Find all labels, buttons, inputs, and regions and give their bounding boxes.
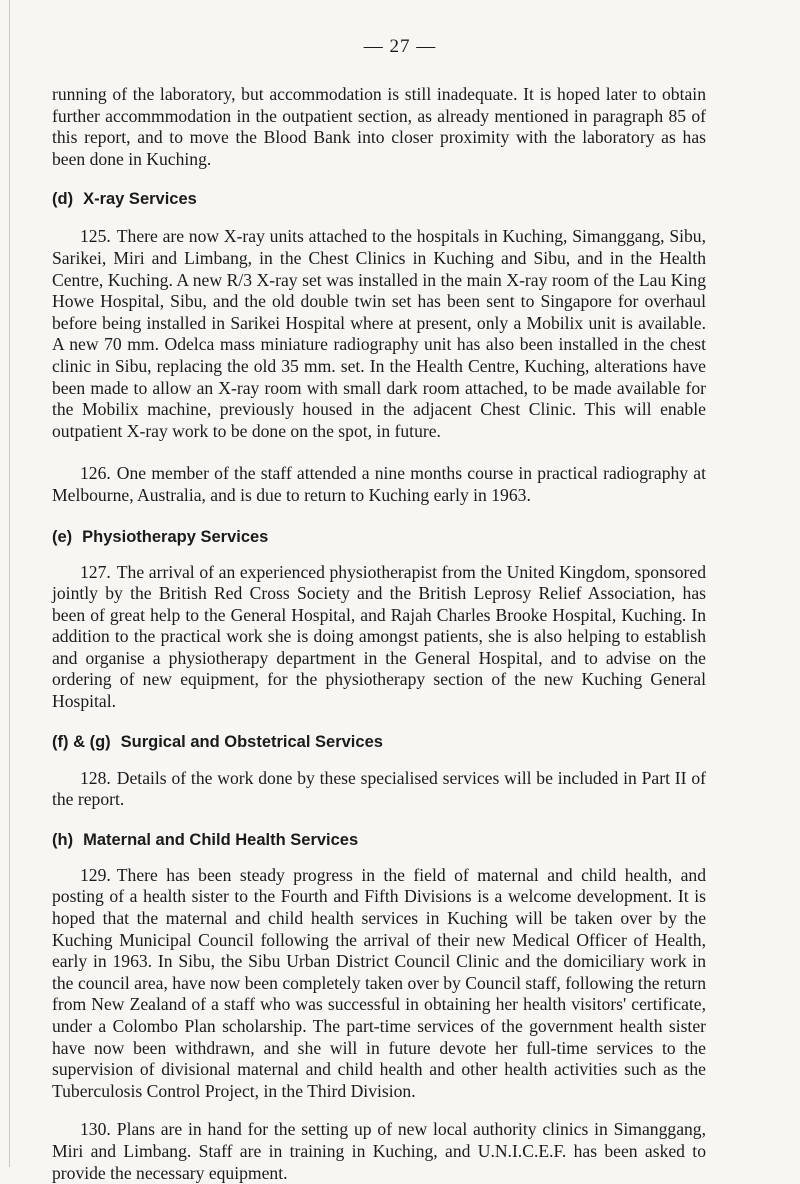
paragraph-continuation	[52, 84, 706, 170]
paragraph-text: Details of the work done by these specialised services will be included in Part II of the report.	[52, 767, 706, 810]
paragraph-number: 126.	[80, 463, 111, 484]
paragraph-128	[52, 768, 706, 811]
paragraph-number: 130.	[80, 1119, 111, 1140]
section-heading-surgical-obstetrical	[52, 733, 706, 752]
section-heading-physiotherapy	[52, 528, 706, 547]
page-content	[52, 66, 706, 1184]
paragraph-127	[52, 562, 706, 713]
paragraph-126	[52, 463, 706, 506]
scan-edge-line	[9, 0, 10, 1167]
paragraph-text: The arrival of an experienced physiotherapist from the United Kingdom, sponsored jointly by the British Red Cross Society and the British Leprosy Relief Association, has been of great help to the General Hospital, and Rajah Charles Brooke Hospital, Kuching. In addition to the practical work she is doing amongst patients, she is also helping to establish and organise a physiotherapy department in the General Hospital, and to advise on the ordering of new equipment, for the physiotherapy section of the new Kuching General Hospital.	[52, 561, 706, 712]
paragraph-text: There has been steady progress in the field of maternal and child health, and posting of a health sister to the Fourth and Fifth Divisions is a welcome development. It is hoped that the maternal and child health services in Kuching will be taken over by the Kuching Municipal Council following the arrival of their new Medical Officer of Health, early in 1963. In Sibu, the Sibu Urban District Council Clinic and the domiciliary work in the council area, have now been completely taken over by Council staff, following the return from New Zealand of a staff who was successful in obtaining her health visitors' certificate, under a Colombo Plan scholarship. The part-time services of the government health sister have now been withdrawn, and she will in future devote her full-time services to the supervision of divisional maternal and child health and other health activities such as the Tuberculosis Control Project, in the Third Division.	[52, 864, 706, 1101]
section-label: (e)	[52, 527, 73, 546]
section-heading-x-ray	[52, 190, 706, 209]
paragraph-125	[52, 226, 706, 442]
section-title: Physiotherapy Services	[82, 527, 269, 546]
section-title: Maternal and Child Health Services	[83, 830, 359, 849]
section-title: X-ray Services	[83, 190, 197, 209]
section-heading-maternal-child	[52, 831, 706, 850]
section-title: Surgical and Obstetrical Services	[120, 732, 383, 751]
paragraph-number: 128.	[80, 767, 111, 788]
paragraph-129	[52, 865, 706, 1103]
paragraph-text: One member of the staff attended a nine months course in practical radiography at Melbourne, Australia, and is due to return to Kuching early in 1963.	[52, 463, 706, 505]
section-label: (d)	[52, 190, 74, 209]
paragraph-text: There are now X-ray units attached to the hospitals in Kuching, Simanggang, Sibu, Sarikei, Miri and Limbang, in the Chest Clinics in Kuching and Sibu, and in the Health Centre, Kuching. A new R/3 X-ray set was installed in the main X-ray room of the Lau King Howe Hospital, Sibu, and the old double twin set has been sent to Singapore for overhaul before being installed in Sarikei Hospital where at present, only a Mobilix unit is available. A new 70 mm. Odelca mass miniature radiography unit has also been installed in the chest clinic in Sibu, replacing the old 35 mm. set. In the Health Centre, Kuching, alterations have been made to allow an X-ray room with small dark room attached, to be made available for the Mobilix machine, previously housed in the adjacent Chest Clinic. This will enable outpatient X-ray work to be done on the spot, in future.	[52, 226, 706, 441]
paragraph-text: Plans are in hand for the setting up of new local authority clinics in Simanggang, Miri and Limbang. Staff are in training in Kuching, and U.N.I.C.E.F. has been asked to provide the necessary equipment.	[52, 1119, 706, 1183]
paragraph-number: 127.	[80, 561, 111, 582]
paragraph-130	[52, 1119, 706, 1184]
section-label: (f) & (g)	[52, 732, 111, 751]
section-label: (h)	[52, 830, 74, 849]
paragraph-text: running of the laboratory, but accommodation is still inadequate. It is hoped later to obtain further accommmodation in the outpatient section, as already mentioned in paragraph 85 of this report, and to move the Blood Bank into closer proximity with the laboratory as has been done in Kuching.	[52, 84, 706, 169]
paragraph-number: 129.	[80, 864, 111, 885]
paragraph-number: 125.	[80, 226, 111, 247]
page-number: — 27 —	[363, 36, 437, 57]
